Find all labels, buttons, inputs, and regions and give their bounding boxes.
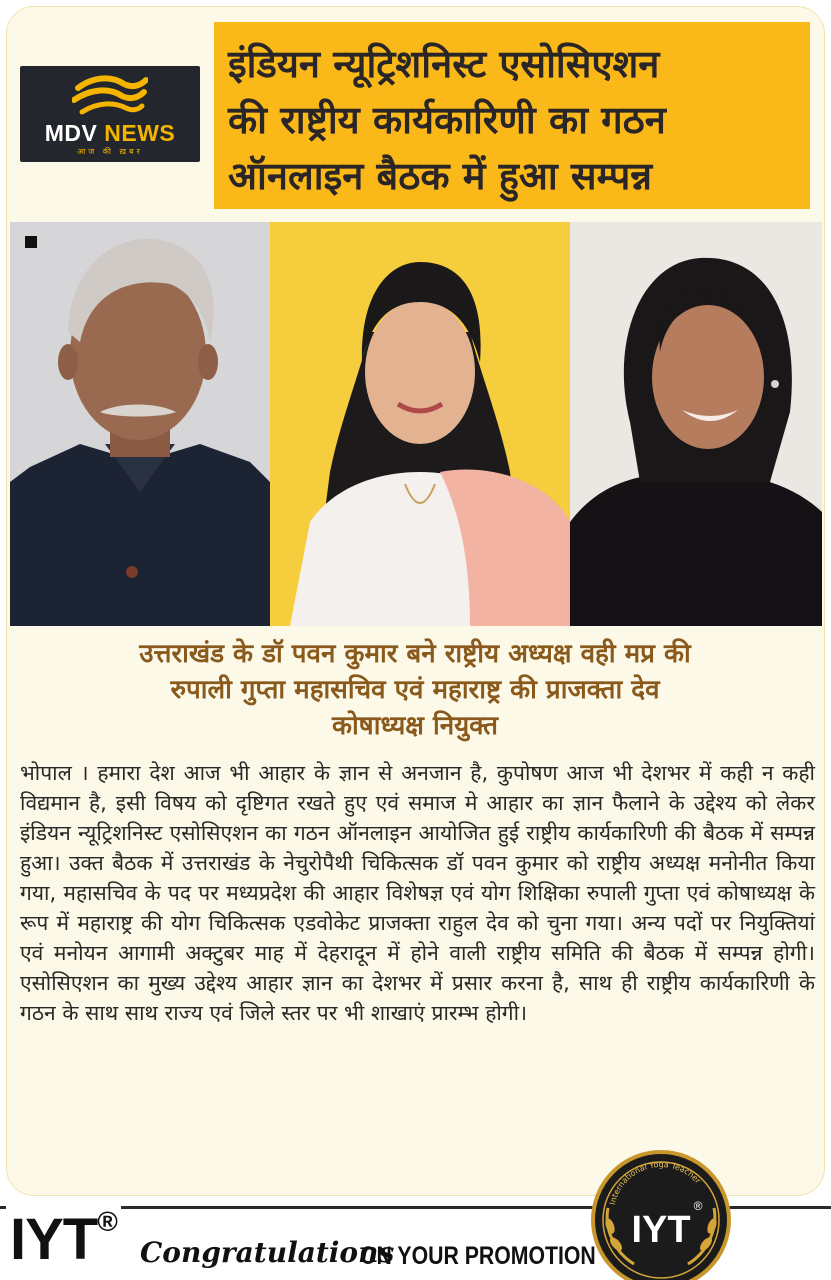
headline-box bbox=[214, 22, 810, 209]
headline-line: की राष्ट्रीय कार्यकारिणी का गठन bbox=[228, 98, 666, 142]
subheadline-line: रुपाली गुप्ता महासचिव एवं महाराष्ट्र की प्राजक्ता देव bbox=[170, 675, 660, 705]
subheadline-line: उत्तराखंड के डॉ पवन कुमार बने राष्ट्रीय अध्यक्ष वही मप्र की bbox=[139, 639, 691, 669]
photo-young-woman bbox=[270, 222, 570, 626]
congratulations-text: Congratulations bbox=[140, 1236, 395, 1269]
subheadline-line: कोषाध्यक्ष नियुक्त bbox=[331, 711, 498, 741]
mdv-news-logo bbox=[20, 66, 200, 162]
photo-man bbox=[10, 222, 270, 626]
badge-text: IYT bbox=[631, 1209, 691, 1251]
photo-strip bbox=[10, 222, 822, 626]
logo-tagline: आज की ख़बर bbox=[77, 147, 143, 156]
black-square-icon bbox=[25, 236, 37, 248]
headline-line: ऑनलाइन बैठक में हुआ सम्पन्न bbox=[228, 154, 652, 198]
photo-woman bbox=[570, 222, 822, 626]
iyt-badge bbox=[586, 1148, 736, 1280]
headline-line: इंडियन न्यूट्रिशनिस्ट एसोसिएशन bbox=[228, 42, 660, 86]
iyt-brand: IYT® bbox=[6, 1206, 121, 1273]
badge-ring-text: International Yoga Teacher bbox=[607, 1159, 703, 1206]
article-body: भोपाल । हमारा देश आज भी आहार के ज्ञान से अनजान है, कुपोषण आज भी देशभर में कही न कही विद्यमान है, इसी विषय को दृष्टिगत रखते हुए एवं समाज मे आहार का ज्ञान फैलाने के उद्देश्य को लेकर इंडियन न्यूट्रिशनिस्ट एसोसिएशन का गठन ऑनलाइन आयोजित हुई राष्ट्रीय कार्यकारिणी की बैठक में सम्पन्न हुआ। उक्त बैठक में उत्तराखंड के नेचुरोपैथी चिकित्सक डॉ पवन कुमार को राष्ट्रीय अध्यक्ष मनोनीत किया गया, महासचिव के पद पर मध्यप्रदेश की आहार विशेषज्ञ एवं योग शिक्षिका रुपाली गुप्ता एवं कोषाध्यक्ष के रूप में महाराष्ट्र की योग चिकित्सक एडवोकेट प्राजक्ता राहुल देव को चुना गया। अन्य पदों पर नियुक्तियां एवं मनोयन आगामी अक्टुबर माह में देहरादून में होने वाली राष्ट्रीय समिति की बैठक में सम्पन्न होगी। एसोसिएशन का मुख्य उद्देश्य आहार ज्ञान का देशभर में प्रसार करना है, साथ ही राष्ट्रीय कार्यकारिणी के गठन के साथ साथ राज्य एवं जिले स्तर पर भी शाखाएं प्रारम्भ होगी। bbox=[20, 761, 815, 1025]
logo-waves-icon bbox=[72, 74, 148, 118]
subheadline bbox=[20, 636, 810, 744]
logo-brand: MDV NEWS bbox=[44, 120, 176, 146]
badge-mark: ® bbox=[693, 1199, 703, 1213]
promotion-text: ON YOUR PROMOTION bbox=[360, 1242, 596, 1270]
